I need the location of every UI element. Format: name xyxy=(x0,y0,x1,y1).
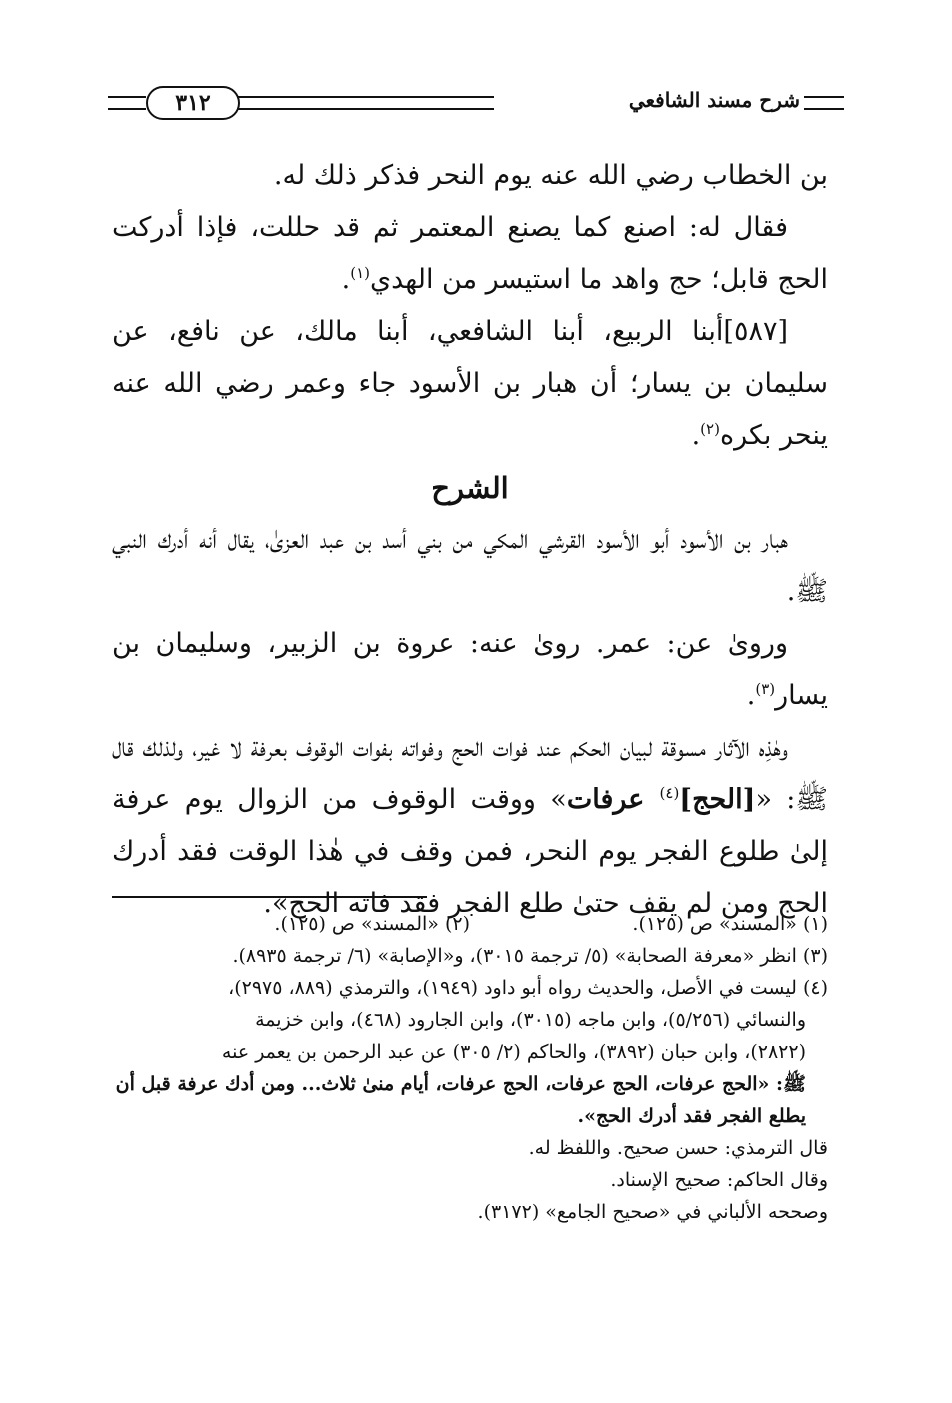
footnote-1: (١) «المسند» ص (١٢٥). xyxy=(632,913,828,935)
paragraph-4 xyxy=(112,514,828,618)
paragraph-2 xyxy=(112,202,828,306)
page-number: ٣١٢ xyxy=(146,86,240,120)
footnote-ref-2: (٢) xyxy=(700,420,720,438)
main-text xyxy=(112,150,828,930)
paragraph-6 xyxy=(112,722,828,930)
paragraph-4-text: هبار بن الأسود أبو الأسود القرشي المكي من بني أسد بن عبد العزىٰ، يقال أنه أدرك النبي ﷺ. xyxy=(112,524,828,607)
hadith-bold-2: عرفات xyxy=(566,784,660,815)
running-header xyxy=(108,86,844,126)
footnote-row-1-2 xyxy=(112,908,828,940)
paragraph-5-end: . xyxy=(746,680,756,711)
footnote-4-line-1: (٤) ليست في الأصل، والحديث رواه أبو داود (١٩٤٩)، والترمذي (٨٨٩، ٢٩٧٥)، xyxy=(228,977,828,999)
paragraph-2-text: فقال له: اصنع كما يصنع المعتمر ثم قد حللت، فإذا أدركت الحج قابل؛ حج واهد ما استيسر من الهدي xyxy=(112,212,828,295)
paragraph-2-end: . xyxy=(341,264,351,295)
footnotes xyxy=(112,908,828,1228)
footnote-tirmidhi: قال الترمذي: حسن صحيح. واللفظ له. xyxy=(528,1137,828,1159)
section-heading: الشرح xyxy=(431,471,509,505)
footnote-ref-3: (٣) xyxy=(755,680,776,698)
paragraph-6-text-b: » ووقت الوقوف من الزوال يوم عرفة إلىٰ طلوع الفجر يوم النحر، فمن وقف في هٰذا الوقت فقد أدرك الحج ومن لم يقف حتىٰ طلع الفجر فقد فاته الحج». xyxy=(112,784,828,919)
paragraph-5 xyxy=(112,618,828,722)
paragraph-1 xyxy=(112,150,828,202)
paragraph-5-text: وروىٰ عن: عمر. روىٰ عنه: عروة بن الزبير، وسليمان بن يسار xyxy=(112,628,828,711)
footnote-separator xyxy=(112,896,427,898)
header-rule-center xyxy=(236,96,494,110)
paragraph-6-text-a: وهٰذِه الآثار مسوقة لبيان الحكم عند فوات الحج وفواته بفوات الوقوف بعرفة لا غير، ولذلك قال ﷺ: « xyxy=(112,732,828,815)
footnote-hakim: وقال الحاكم: صحيح الإسناد. xyxy=(610,1169,828,1191)
paragraph-1-text: بن الخطاب رضي الله عنه يوم النحر فذكر ذلك له. xyxy=(273,160,828,191)
footnote-albani: وصححه الألباني في «صحيح الجامع» (٣١٧٢). xyxy=(477,1201,828,1223)
running-title: شرح مسند الشافعي xyxy=(628,88,800,112)
footnote-3: (٣) انظر «معرفة الصحابة» (٥/ ترجمة ٣٠١٥)، و«الإصابة» (٦/ ترجمة ٨٩٣٥). xyxy=(232,945,828,967)
footnote-4-line-2: والنسائي (٥/٢٥٦)، وابن ماجه (٣٠١٥)، وابن الجارود (٤٦٨)، وابن خزيمة xyxy=(255,1009,806,1031)
header-rule-right xyxy=(804,96,844,110)
footnote-2: (٢) «المسند» ص (١٢٥). xyxy=(274,913,470,935)
hadith-bold-1: [الحج] xyxy=(679,784,756,815)
paragraph-3 xyxy=(112,306,828,462)
paragraph-3-text: [٥٨٧]أبنا الربيع، أبنا الشافعي، أبنا مالك، عن نافع، عن سليمان بن يسار؛ أن هبار بن الأسود جاء وعمر رضي الله عنه ينحر بكره xyxy=(112,316,828,451)
header-rule-left xyxy=(108,96,146,110)
footnote-4-hadith: ﷺ: «الحج عرفات، الحج عرفات، الحج عرفات، أيام منىٰ ثلاث... ومن أدك عرفة قبل أن يطلع الفجر فقد أدرك الحج». xyxy=(115,1073,806,1127)
paragraph-3-end: . xyxy=(691,420,701,451)
footnote-4-line-3: (٢٨٢٢)، وابن حبان (٣٨٩٢)، والحاكم (٢/ ٣٠٥) عن عبد الرحمن بن يعمر عنه xyxy=(221,1041,806,1063)
footnote-ref-1: (١) xyxy=(350,264,370,282)
footnote-ref-4: (٤) xyxy=(659,784,680,802)
